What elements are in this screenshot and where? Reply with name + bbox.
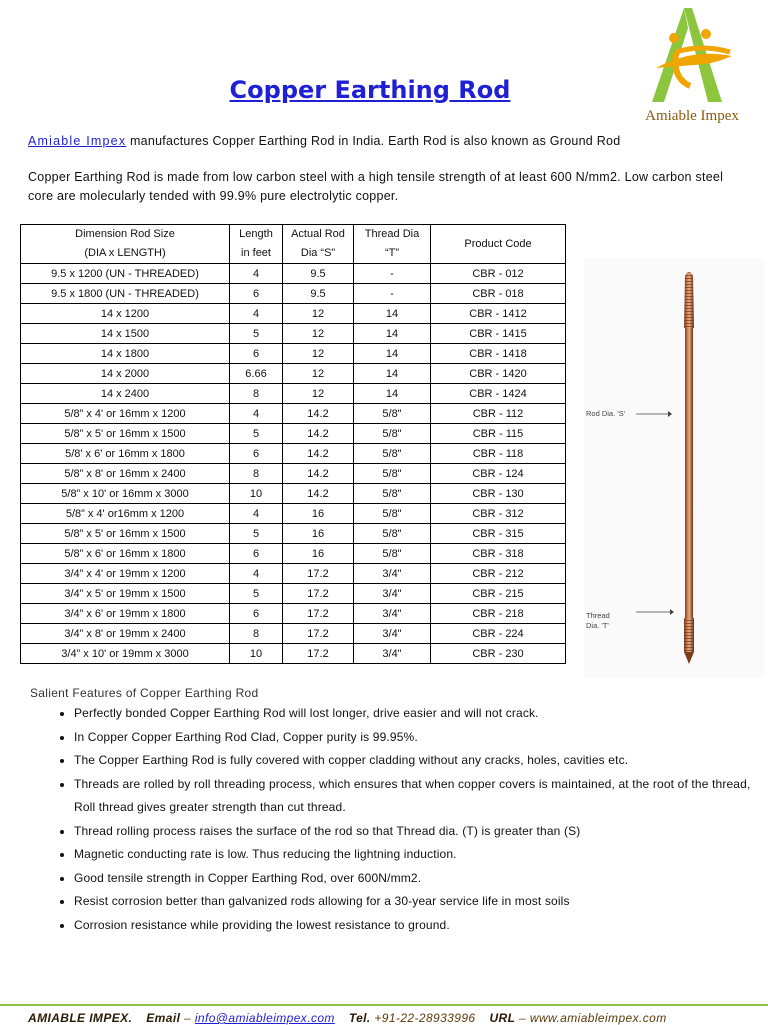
table-cell: CBR - 018 [431, 284, 566, 304]
table-cell: 14 x 1500 [21, 324, 230, 344]
table-cell: 14 x 1800 [21, 344, 230, 364]
table-cell: 9.5 [283, 264, 354, 284]
table-cell: CBR - 212 [431, 564, 566, 584]
footer-email-link[interactable]: info@amiableimpex.com [194, 1011, 335, 1025]
table-cell: - [354, 284, 431, 304]
table-cell: 17.2 [283, 564, 354, 584]
table-cell: 6 [230, 284, 283, 304]
table-cell: CBR - 1412 [431, 304, 566, 324]
table-cell: 4 [230, 304, 283, 324]
table-row [21, 384, 566, 404]
table-cell: 8 [230, 384, 283, 404]
table-cell: 17.2 [283, 644, 354, 664]
table-cell: 4 [230, 564, 283, 584]
table-row [21, 584, 566, 604]
table-cell: 10 [230, 644, 283, 664]
features-title: Salient Features of Copper Earthing Rod [30, 686, 259, 700]
table-header-cell: Actual Rod Dia “S” [283, 225, 354, 264]
table-row [21, 464, 566, 484]
feature-item: • Magnetic conducting rate is low. Thus reducing the lightning induction. [74, 843, 768, 867]
table-cell: 14 [354, 344, 431, 364]
table-cell: CBR - 318 [431, 544, 566, 564]
table-cell: 3/4" [354, 644, 431, 664]
table-row [21, 444, 566, 464]
table-cell: 5/8" [354, 424, 431, 444]
table-cell: CBR - 315 [431, 524, 566, 544]
table-cell: CBR - 115 [431, 424, 566, 444]
feature-item: • Thread rolling process raises the surface of the rod so that Thread dia. (T) is greater than (S) [74, 820, 768, 844]
table-cell: 14 [354, 384, 431, 404]
table-cell: 6 [230, 444, 283, 464]
table-header-cell: Length in feet [230, 225, 283, 264]
table-cell: 5/8” x 5' or 16mm x 1500 [21, 424, 230, 444]
rod-dia-label: Rod Dia. 'S' [586, 409, 626, 418]
table-row [21, 264, 566, 284]
table-cell: 6 [230, 344, 283, 364]
table-row [21, 324, 566, 344]
footer-company: AMIABLE IMPEX. [28, 1011, 133, 1025]
specification-table [20, 224, 566, 664]
table-header-row [21, 225, 566, 264]
thread-label: Thread [586, 611, 610, 620]
footer: AMIABLE IMPEX. Email – info@amiableimpex.com Tel. +91-22-28933996 URL – www.amiableimpex.com [28, 1011, 667, 1025]
table-row [21, 344, 566, 364]
table-cell: 9.5 [283, 284, 354, 304]
table-cell: CBR - 1415 [431, 324, 566, 344]
table-cell: CBR - 312 [431, 504, 566, 524]
table-cell: 4 [230, 404, 283, 424]
feature-item: • Good tensile strength in Copper Earthing Rod, over 600N/mm2. [74, 867, 768, 891]
footer-email-label: Email [146, 1011, 181, 1025]
table-cell: 16 [283, 504, 354, 524]
table-cell: CBR - 1420 [431, 364, 566, 384]
table-cell: 3/4” x 10' or 19mm x 3000 [21, 644, 230, 664]
table-cell: 6 [230, 544, 283, 564]
table-cell: 14.2 [283, 404, 354, 424]
feature-item: • The Copper Earthing Rod is fully covered with copper cladding without any cracks, holes, cavities etc. [74, 749, 768, 773]
intro-text: manufactures Copper Earthing Rod in India. Earth Rod is also known as Ground Rod [126, 134, 621, 148]
table-cell: 3/4” x 6' or 19mm x 1800 [21, 604, 230, 624]
table-cell: CBR - 1424 [431, 384, 566, 404]
table-cell: 16 [283, 544, 354, 564]
table-cell: 3/4" [354, 564, 431, 584]
table-header-cell: Thread Dia “T” [354, 225, 431, 264]
table-row [21, 544, 566, 564]
table-cell: 3/4” x 4' or 19mm x 1200 [21, 564, 230, 584]
table-cell: 5/8" [354, 444, 431, 464]
table-cell: 5/8" [354, 404, 431, 424]
footer-url-label: URL [489, 1011, 516, 1025]
table-cell: 8 [230, 624, 283, 644]
table-cell: 3/4" [354, 584, 431, 604]
table-cell: 5 [230, 424, 283, 444]
table-cell: 5/8" [354, 504, 431, 524]
table-cell: 3/4” x 8' or 19mm x 2400 [21, 624, 230, 644]
table-row [21, 504, 566, 524]
table-cell: 5/8” x 5' or 16mm x 1500 [21, 524, 230, 544]
table-cell: 14 [354, 364, 431, 384]
thread-dia-label: Dia. 'T' [586, 621, 609, 630]
table-cell: 12 [283, 324, 354, 344]
table-cell: 16 [283, 524, 354, 544]
table-cell: 5/8' x 6' or 16mm x 1800 [21, 444, 230, 464]
footer-url[interactable]: www.amiableimpex.com [529, 1011, 667, 1025]
table-cell: 17.2 [283, 624, 354, 644]
feature-item: • Corrosion resistance while providing the lowest resistance to ground. [74, 914, 768, 938]
table-header-cell: Product Code [431, 225, 566, 264]
table-row [21, 524, 566, 544]
table-cell: 5/8" [354, 484, 431, 504]
table-cell: 12 [283, 384, 354, 404]
logo-text: Amiable Impex [645, 108, 739, 124]
table-header-cell: Dimension Rod Size (DIA x LENGTH) [21, 225, 230, 264]
table-cell: 5/8” x 6' or 16mm x 1800 [21, 544, 230, 564]
table-cell: 5/8" [354, 524, 431, 544]
table-row [21, 484, 566, 504]
table-cell: 12 [283, 344, 354, 364]
table-cell: 5/8” x 4' or 16mm x 1200 [21, 404, 230, 424]
table-cell: CBR - 130 [431, 484, 566, 504]
table-cell: CBR - 112 [431, 404, 566, 424]
table-cell: 5/8” x 10' or 16mm x 3000 [21, 484, 230, 504]
table-cell: 5/8" [354, 464, 431, 484]
table-cell: CBR - 1418 [431, 344, 566, 364]
table-cell: CBR - 118 [431, 444, 566, 464]
table-cell: 5/8” x 4' or16mm x 1200 [21, 504, 230, 524]
table-cell: 17.2 [283, 584, 354, 604]
table-cell: 4 [230, 504, 283, 524]
table-cell: 14 [354, 324, 431, 344]
table-row [21, 364, 566, 384]
table-cell: 14.2 [283, 424, 354, 444]
table-cell: CBR - 230 [431, 644, 566, 664]
table-cell: 5 [230, 584, 283, 604]
features-list [30, 702, 768, 937]
table-cell: 14 [354, 304, 431, 324]
table-row [21, 624, 566, 644]
table-cell: 14.2 [283, 464, 354, 484]
table-cell: CBR - 218 [431, 604, 566, 624]
intro-paragraph [28, 132, 728, 151]
table-cell: - [354, 264, 431, 284]
table-cell: 9.5 x 1200 (UN - THREADED) [21, 264, 230, 284]
footer-divider [0, 1004, 768, 1006]
table-cell: 6.66 [230, 364, 283, 384]
table-cell: 14 x 2400 [21, 384, 230, 404]
feature-item: • Resist corrosion better than galvanized rods allowing for a 30-year service life in most soils [74, 890, 768, 914]
table-row [21, 424, 566, 444]
table-cell: 5/8" [354, 544, 431, 564]
footer-tel-label: Tel. [348, 1011, 371, 1025]
amiable-impex-link[interactable]: Amiable Impex [28, 134, 127, 148]
table-cell: 12 [283, 364, 354, 384]
description-paragraph: Copper Earthing Rod is made from low carbon steel with a high tensile strength of at least 600 N/mm2. Low carbon steel core are molecularly tended with 99.9% pure electrolytic copper. [28, 170, 724, 203]
table-cell: 9.5 x 1800 (UN - THREADED) [21, 284, 230, 304]
table-cell: 10 [230, 484, 283, 504]
table-cell: CBR - 124 [431, 464, 566, 484]
table-cell: CBR - 012 [431, 264, 566, 284]
table-row [21, 304, 566, 324]
table-cell: 3/4” x 5' or 19mm x 1500 [21, 584, 230, 604]
table-cell: 14 x 1200 [21, 304, 230, 324]
footer-tel: +91-22-28933996 [370, 1011, 476, 1025]
table-cell: 3/4" [354, 624, 431, 644]
table-row [21, 644, 566, 664]
table-cell: 4 [230, 264, 283, 284]
table-row [21, 404, 566, 424]
table-cell: 14.2 [283, 444, 354, 464]
table-cell: 5 [230, 524, 283, 544]
table-cell: 12 [283, 304, 354, 324]
table-row [21, 284, 566, 304]
table-cell: 14.2 [283, 484, 354, 504]
table-cell: CBR - 215 [431, 584, 566, 604]
table-cell: CBR - 224 [431, 624, 566, 644]
page-title: Copper Earthing Rod [229, 76, 511, 104]
table-cell: 14 x 2000 [21, 364, 230, 384]
table-cell: 5 [230, 324, 283, 344]
feature-item: • Perfectly bonded Copper Earthing Rod will lost longer, drive easier and will not crack. [74, 702, 768, 726]
table-row [21, 604, 566, 624]
table-cell: 8 [230, 464, 283, 484]
feature-item: • In Copper Copper Earthing Rod Clad, Copper purity is 99.95%. [74, 726, 768, 750]
table-cell: 6 [230, 604, 283, 624]
table-cell: 17.2 [283, 604, 354, 624]
feature-item: • Threads are rolled by roll threading process, which ensures that when copper covers is maintained, at the root of the thread, Roll thread gives greater strength than cut thread. [74, 773, 768, 820]
table-cell: 3/4" [354, 604, 431, 624]
earthing-rod-image [584, 258, 764, 678]
table-row [21, 564, 566, 584]
table-cell: 5/8” x 8' or 16mm x 2400 [21, 464, 230, 484]
